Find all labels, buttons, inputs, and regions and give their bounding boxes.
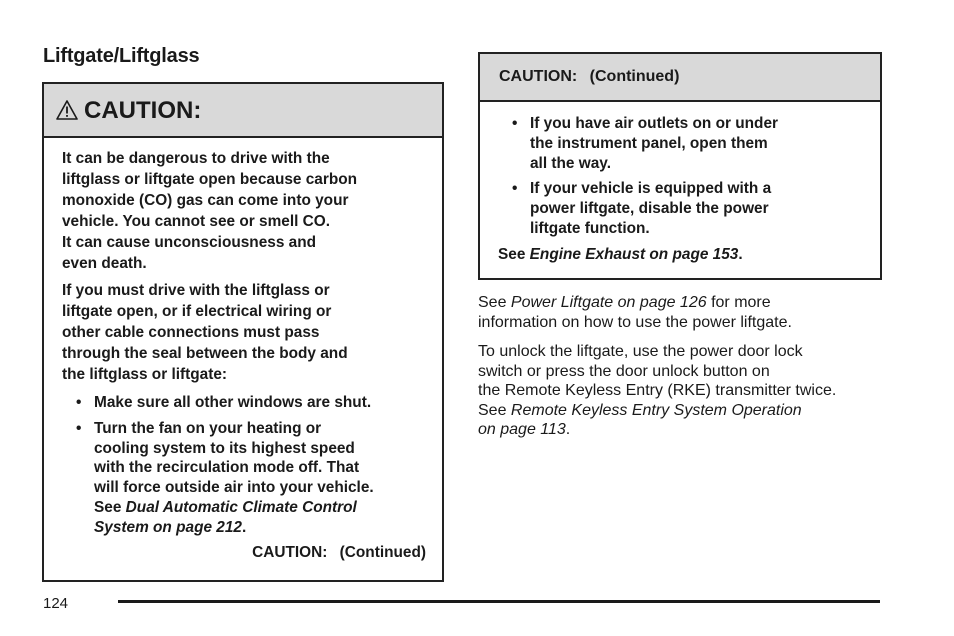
- list-item: [62, 393, 432, 413]
- caution-box: [42, 82, 444, 582]
- bullet-text: Make sure all other windows are shut.: [94, 394, 372, 411]
- caution-continued-bullet-list: [498, 114, 858, 239]
- caution-paragraph-1: [62, 148, 432, 274]
- text-line: It can be dangerous to drive with the: [62, 150, 330, 167]
- text-line: through the seal between the body and: [62, 345, 348, 362]
- text-line: other cable connections must pass: [62, 324, 320, 341]
- text-line: will force outside air into your vehicle.: [94, 479, 374, 497]
- page-number: 124: [43, 595, 69, 612]
- text-line: To unlock the liftgate, use the power door lock: [478, 343, 803, 360]
- section-heading: Liftgate/Liftglass: [43, 45, 200, 67]
- caution-paragraph-2: [62, 280, 432, 385]
- text-line: liftglass or liftgate open because carbon: [62, 171, 358, 188]
- text-line: power liftgate, disable the power: [530, 200, 769, 218]
- text-line: If your vehicle is equipped with a: [530, 180, 772, 198]
- cross-reference-link[interactable]: Power Liftgate on page 126: [510, 294, 707, 311]
- bullet-icon: •: [76, 419, 82, 437]
- punctuation: .: [738, 245, 743, 263]
- see-label: See: [478, 401, 507, 419]
- caution-body: [62, 148, 432, 544]
- list-item: [498, 114, 858, 173]
- see-reference: [498, 245, 858, 265]
- footer-rule: [118, 600, 880, 603]
- text-line: monoxide (CO) gas can come into your: [62, 192, 349, 209]
- list-item: [62, 419, 432, 538]
- body-paragraph-1: [478, 293, 888, 332]
- text-line: If you must drive with the liftglass or: [62, 282, 330, 299]
- text-line: even death.: [62, 255, 147, 272]
- caution-continued-box: [478, 52, 882, 280]
- warning-triangle-icon: [56, 97, 84, 124]
- body-paragraph-2: [478, 342, 888, 440]
- caution-continued-title: CAUTION: (Continued): [499, 68, 680, 85]
- caution-bullet-list: [62, 393, 432, 538]
- text-fragment: for more: [711, 294, 771, 311]
- cross-reference-link[interactable]: System on page 212: [94, 518, 242, 536]
- text-line: It can cause unconsciousness and: [62, 234, 317, 251]
- body-text: [478, 293, 888, 450]
- text-line: liftgate open, or if electrical wiring or: [62, 303, 332, 320]
- caution-continued-header: [480, 54, 880, 102]
- cross-reference-link[interactable]: Engine Exhaust on page 153: [529, 245, 739, 263]
- text-line: switch or press the door unlock button on: [478, 362, 770, 380]
- caution-continued-body: [498, 114, 858, 265]
- text-line: vehicle. You cannot see or smell CO.: [62, 213, 331, 230]
- text-line: liftgate function.: [530, 219, 650, 237]
- cross-reference-link[interactable]: on page 113: [478, 421, 566, 438]
- text-line: all the way.: [530, 154, 611, 172]
- list-item: [498, 179, 858, 238]
- text-line: information on how to use the power liftgate.: [478, 313, 792, 331]
- see-label: See: [94, 498, 122, 516]
- cross-reference-link[interactable]: Dual Automatic Climate Control: [125, 498, 357, 516]
- text-line: with the recirculation mode off. That: [94, 459, 360, 477]
- text-line: the liftglass or liftgate:: [62, 366, 228, 383]
- text-line: If you have air outlets on or under: [530, 115, 778, 132]
- punctuation: .: [565, 421, 571, 438]
- punctuation: .: [242, 518, 247, 536]
- bullet-icon: •: [512, 115, 518, 132]
- caution-title-text: CAUTION:: [84, 97, 202, 124]
- caution-title: [56, 97, 201, 125]
- cross-reference-link[interactable]: Remote Keyless Entry System Operation: [510, 401, 802, 419]
- text-line: cooling system to its highest speed: [94, 439, 355, 457]
- see-label: See: [478, 294, 507, 311]
- bullet-icon: •: [76, 394, 82, 411]
- text-line: Turn the fan on your heating or: [94, 419, 322, 437]
- text-line: the Remote Keyless Entry (RKE) transmitter twice.: [478, 382, 837, 399]
- text-line: the instrument panel, open them: [530, 134, 768, 152]
- see-label: See: [498, 245, 526, 263]
- bullet-icon: •: [512, 180, 518, 198]
- caution-header: [44, 84, 442, 138]
- caution-continued-label: CAUTION: (Continued): [252, 544, 426, 561]
